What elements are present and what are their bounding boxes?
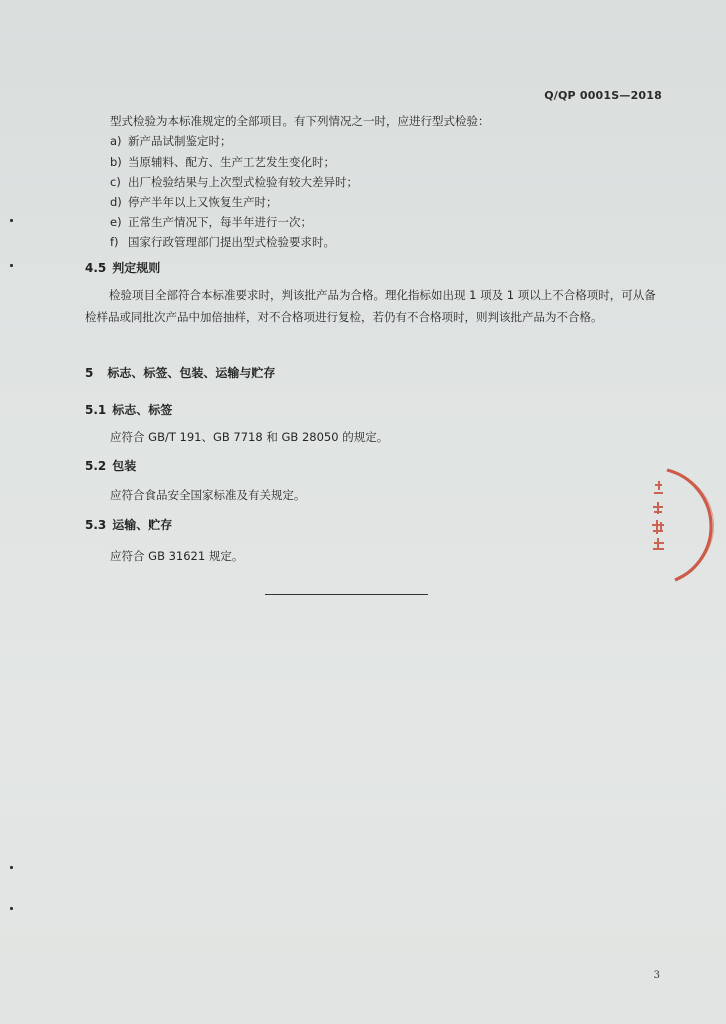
section-number: 5 (85, 366, 94, 380)
section-title: 运输、贮存 (112, 518, 173, 532)
list-marker: b) (110, 155, 122, 169)
list-marker: a) (110, 134, 122, 148)
list-marker: d) (110, 195, 122, 209)
list-item (110, 174, 358, 190)
section-heading-5 (85, 364, 275, 381)
section-4-5-body: 检验项目全部符合本标准要求时，判该批产品为合格。理化指标如出现 1 项及 1 项以上不合格项时，可从备检样品或同批次产品中加倍抽样，对不合格项进行复检，若仍有不合格项时，则判该批产品为不合格。 (85, 288, 656, 324)
section-title: 包装 (112, 459, 137, 473)
list-item-text: 正常生产情况下，每半年进行一次； (128, 215, 312, 229)
section-5-2-body: 应符合食品安全国家标准及有关规定。 (110, 488, 306, 502)
section-title: 标志、标签 (112, 403, 173, 417)
scan-speck (10, 907, 13, 910)
section-number: 5.3 (85, 518, 107, 532)
section-heading-4-5 (85, 259, 160, 276)
section-number: 4.5 (85, 261, 107, 275)
list-item-text: 新产品试制鉴定时； (128, 134, 232, 148)
seal-stamp-icon (645, 462, 726, 587)
list-marker: c) (110, 175, 121, 189)
section-number: 5.1 (85, 403, 107, 417)
section-number: 5.2 (85, 459, 107, 473)
scan-speck (10, 264, 13, 267)
section-heading-5-1 (85, 401, 172, 418)
list-item (110, 154, 335, 170)
section-heading-5-2 (85, 457, 136, 474)
list-item-text: 出厂检验结果与上次型式检验有较大差异时； (128, 175, 358, 189)
section-5-3-body: 应符合 GB 31621 规定。 (110, 549, 244, 563)
list-item-text: 停产半年以上又恢复生产时； (128, 195, 278, 209)
list-item (110, 194, 278, 210)
scan-speck (10, 866, 13, 869)
list-marker: f) (110, 235, 119, 249)
list-marker: e) (110, 215, 122, 229)
list-item-text: 国家行政管理部门提出型式检验要求时。 (128, 235, 335, 249)
section-title: 判定规则 (112, 261, 161, 275)
list-item (110, 133, 232, 149)
end-of-document-rule (265, 594, 428, 595)
scan-speck (10, 219, 13, 222)
list-item-text: 当原辅料、配方、生产工艺发生变化时； (128, 155, 335, 169)
section-title: 标志、标签、包装、运输与贮存 (107, 366, 276, 380)
page-number: 3 (653, 970, 660, 981)
list-item (110, 214, 312, 230)
list-item (110, 234, 335, 250)
type-inspection-intro: 型式检验为本标准规定的全部项目。有下列情况之一时，应进行型式检验： (110, 114, 490, 128)
section-5-1-body: 应符合 GB/T 191、GB 7718 和 GB 28050 的规定。 (110, 430, 389, 444)
document-code: Q/QP 0001S—2018 (544, 89, 662, 102)
section-heading-5-3 (85, 516, 172, 533)
